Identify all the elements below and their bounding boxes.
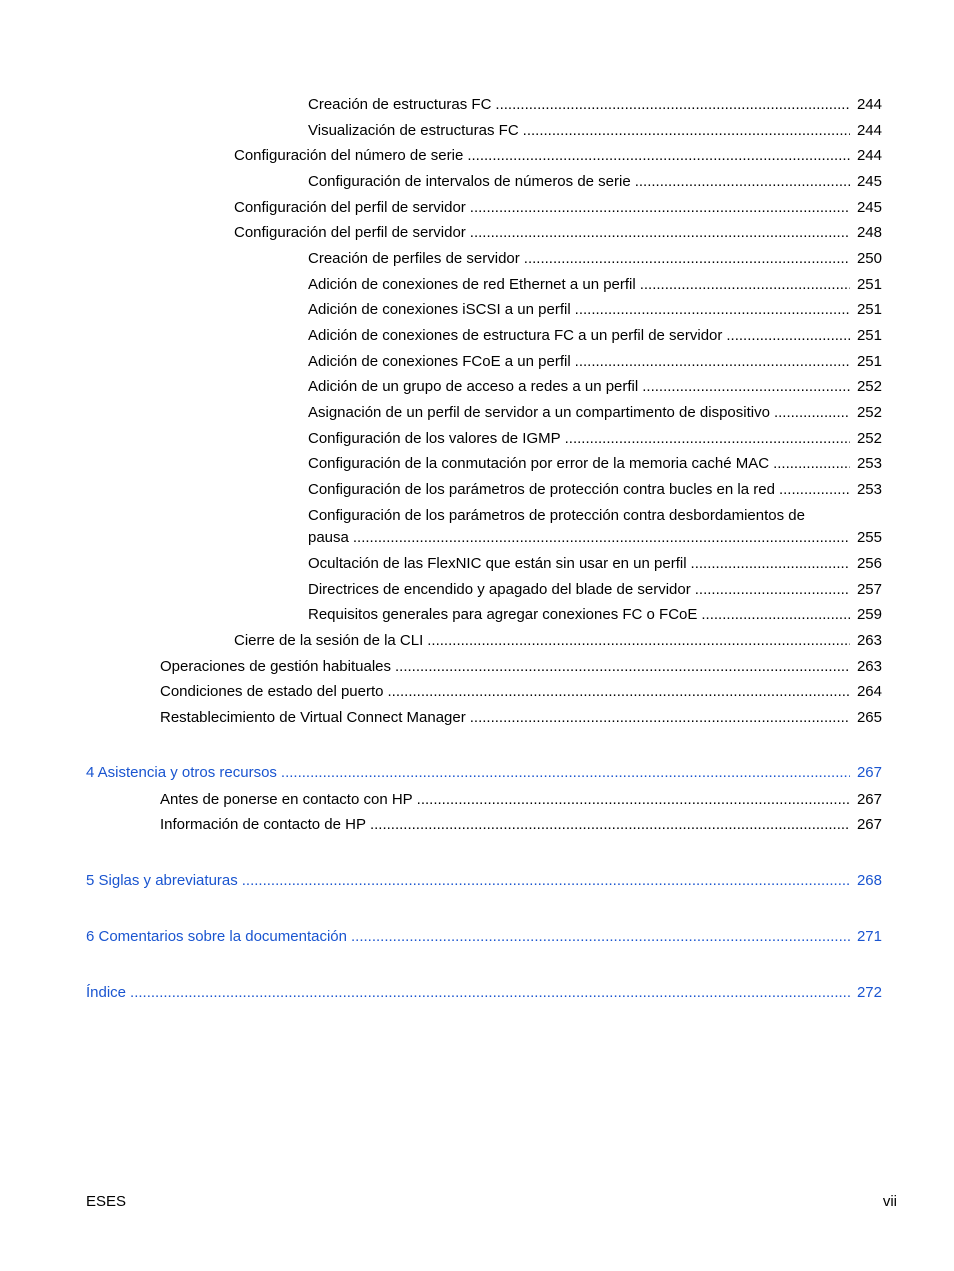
toc-entry-title: Adición de conexiones de red Ethernet a un perfil <box>308 276 636 293</box>
toc-chapter-entry[interactable] <box>86 872 882 890</box>
toc-entry[interactable] <box>308 555 882 573</box>
toc-entry[interactable] <box>308 507 882 547</box>
toc-page-number: 250 <box>856 250 882 267</box>
toc-entry-title: 4 Asistencia y otros recursos <box>86 764 277 781</box>
dot-leader <box>774 404 850 422</box>
dot-leader <box>353 529 850 547</box>
dot-leader <box>395 658 850 676</box>
dot-leader <box>695 581 850 599</box>
toc-entry-title: Configuración de los parámetros de protección contra bucles en la red <box>308 481 775 498</box>
toc-entry[interactable] <box>160 709 882 727</box>
dot-leader <box>470 199 850 217</box>
toc-page-number: 255 <box>856 529 882 546</box>
toc-page-number: 248 <box>856 224 882 241</box>
toc-chapter-entry[interactable] <box>86 984 882 1002</box>
toc-entry-title: Requisitos generales para agregar conexiones FC o FCoE <box>308 606 698 623</box>
toc-entry[interactable] <box>308 96 882 114</box>
dot-leader <box>773 455 850 473</box>
dot-leader <box>495 96 850 114</box>
toc-page-number: 244 <box>856 122 882 139</box>
toc-page-number: 244 <box>856 147 882 164</box>
toc-entry-title: Condiciones de estado del puerto <box>160 683 384 700</box>
dot-leader <box>388 683 851 701</box>
toc-entry[interactable] <box>160 658 882 676</box>
toc-entry[interactable] <box>234 632 882 650</box>
toc-entry-title: Configuración de los valores de IGMP <box>308 430 561 447</box>
toc-entry[interactable] <box>234 147 882 165</box>
toc-page-number: 252 <box>856 378 882 395</box>
toc-entry[interactable] <box>308 581 882 599</box>
toc-page-number: 251 <box>856 353 882 370</box>
toc-entry-title: 5 Siglas y abreviaturas <box>86 872 238 889</box>
toc-entry[interactable] <box>308 481 882 499</box>
toc-page-number: 259 <box>856 606 882 623</box>
toc-entry[interactable] <box>308 455 882 473</box>
dot-leader <box>427 632 850 650</box>
dot-leader <box>575 301 850 319</box>
dot-leader <box>523 122 850 140</box>
toc-entry[interactable] <box>308 250 882 268</box>
toc-entry[interactable] <box>308 353 882 371</box>
toc-page-number: 263 <box>856 658 882 675</box>
toc-entry-title: Configuración del perfil de servidor <box>234 224 466 241</box>
toc-entry-title: Adición de conexiones FCoE a un perfil <box>308 353 571 370</box>
dot-leader <box>565 430 850 448</box>
toc-page-number: 267 <box>856 764 882 781</box>
toc-entry-title: Visualización de estructuras FC <box>308 122 519 139</box>
toc-page-number: 267 <box>856 816 882 833</box>
toc-page-number: 253 <box>856 455 882 472</box>
toc-entry[interactable] <box>160 816 882 834</box>
toc-entry-title: Adición de un grupo de acceso a redes a un perfil <box>308 378 639 395</box>
dot-leader <box>417 791 850 809</box>
dot-leader <box>242 872 850 890</box>
toc-entry[interactable] <box>308 122 882 140</box>
toc-entry-title: Asignación de un perfil de servidor a un compartimento de dispositivo <box>308 404 770 421</box>
toc-entry-title: Configuración del perfil de servidor <box>234 199 466 216</box>
toc-page-number: 257 <box>856 581 882 598</box>
toc-entry-title: Antes de ponerse en contacto con HP <box>160 791 413 808</box>
toc-entry-title: Restablecimiento de Virtual Connect Manager <box>160 709 466 726</box>
dot-leader <box>642 378 850 396</box>
toc-page-number: 244 <box>856 96 882 113</box>
dot-leader <box>470 224 850 242</box>
toc-page-number: 252 <box>856 430 882 447</box>
toc-entry-title: Adición de conexiones iSCSI a un perfil <box>308 301 571 318</box>
toc-page-number: 267 <box>856 791 882 808</box>
dot-leader <box>779 481 850 499</box>
dot-leader <box>467 147 850 165</box>
dot-leader <box>640 276 850 294</box>
toc-entry-title: Información de contacto de HP <box>160 816 366 833</box>
toc-page-number: 251 <box>856 327 882 344</box>
toc-entry-title: Configuración del número de serie <box>234 147 464 164</box>
toc-entry[interactable] <box>308 276 882 294</box>
toc-page-number: 272 <box>856 984 882 1001</box>
toc-page-number: 253 <box>856 481 882 498</box>
dot-leader <box>635 173 850 191</box>
toc-page-number: 268 <box>856 872 882 889</box>
toc-page-number: 263 <box>856 632 882 649</box>
toc-entry-title: Operaciones de gestión habituales <box>160 658 391 675</box>
dot-leader <box>281 764 850 782</box>
toc-entry[interactable] <box>234 224 882 242</box>
toc-page-number: 245 <box>856 199 882 216</box>
toc-page-number: 251 <box>856 301 882 318</box>
dot-leader <box>524 250 850 268</box>
toc-entry-title: Adición de conexiones de estructura FC a un perfil de servidor <box>308 327 723 344</box>
toc-chapter-entry[interactable] <box>86 764 882 782</box>
toc-page-number: 265 <box>856 709 882 726</box>
toc-page-number: 245 <box>856 173 882 190</box>
dot-leader <box>351 928 850 946</box>
toc-entry[interactable] <box>308 606 882 624</box>
toc-page-number: 271 <box>856 928 882 945</box>
toc-entry[interactable] <box>234 199 882 217</box>
footer-page-number: vii <box>882 1193 897 1210</box>
toc-entry-title: Directrices de encendido y apagado del blade de servidor <box>308 581 691 598</box>
toc-entry-title: Creación de estructuras FC <box>308 96 492 113</box>
dot-leader <box>370 816 850 834</box>
dot-leader <box>691 555 850 573</box>
dot-leader <box>726 327 850 345</box>
toc-page-number: 264 <box>856 683 882 700</box>
toc-entry[interactable] <box>160 683 882 701</box>
toc-entry[interactable] <box>308 301 882 319</box>
toc-entry-title: Cierre de la sesión de la CLI <box>234 632 424 649</box>
toc-chapter-entry[interactable] <box>86 928 882 946</box>
toc-entry[interactable] <box>308 430 882 448</box>
dot-leader <box>470 709 850 727</box>
toc-entry[interactable] <box>308 327 882 345</box>
toc-entry[interactable] <box>308 404 882 422</box>
toc-page-number: 251 <box>856 276 882 293</box>
toc-entry-title: Configuración de los parámetros de protección contra desbordamientos de <box>308 507 805 524</box>
toc-entry-title: Configuración de intervalos de números de serie <box>308 173 631 190</box>
dot-leader <box>575 353 850 371</box>
toc-page-number: 252 <box>856 404 882 421</box>
toc-entry-title: Configuración de la conmutación por error de la memoria caché MAC <box>308 455 770 472</box>
dot-leader <box>701 606 850 624</box>
toc-page-number: 256 <box>856 555 882 572</box>
toc-entry-title-continued: pausa <box>308 529 349 546</box>
toc-entry-title: 6 Comentarios sobre la documentación <box>86 928 347 945</box>
toc-entry-title: Índice <box>86 984 127 1001</box>
dot-leader <box>130 984 850 1002</box>
toc-entry-title: Ocultación de las FlexNIC que están sin usar en un perfil <box>308 555 687 572</box>
toc-entry-title: Creación de perfiles de servidor <box>308 250 520 267</box>
toc-entry[interactable] <box>160 791 882 809</box>
footer-language-code: ESES <box>86 1193 127 1210</box>
toc-entry[interactable] <box>308 173 882 191</box>
toc-entry[interactable] <box>308 378 882 396</box>
